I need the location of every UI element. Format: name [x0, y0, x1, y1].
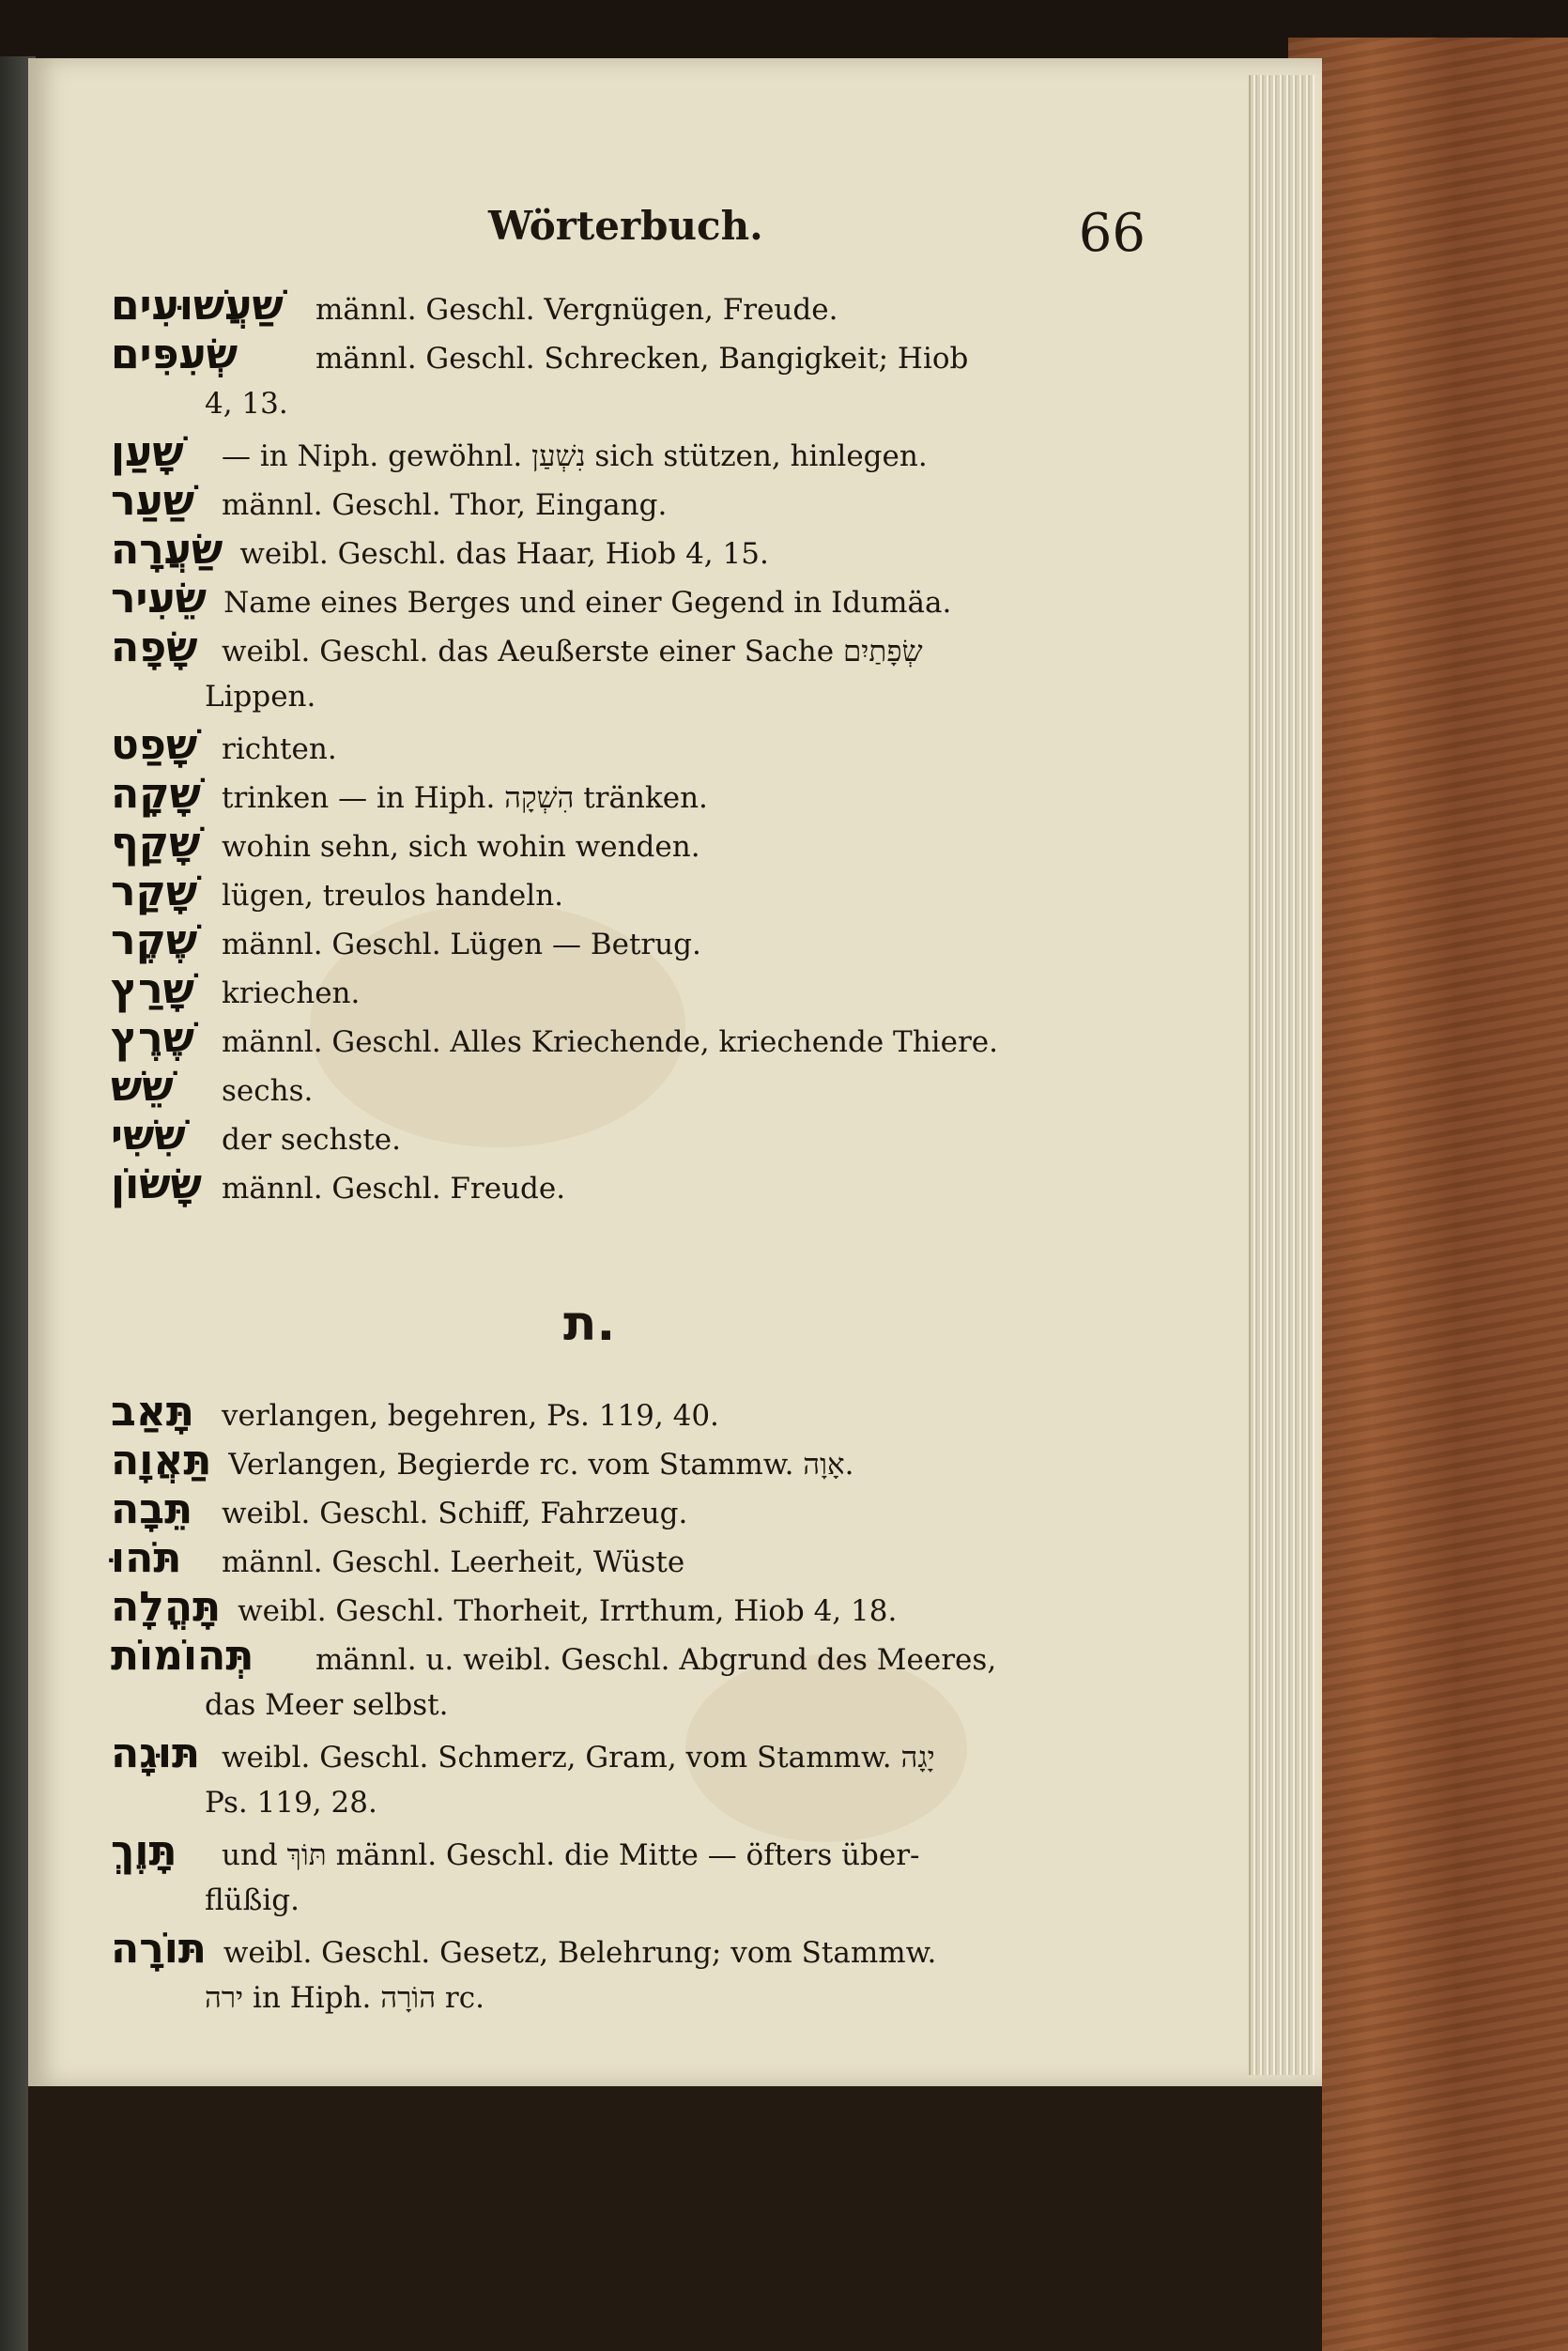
entry-continuation: flüßig. [205, 1883, 300, 1917]
entry-gloss: männl. Geschl. Alles Kriechende, kriechende Thiere. [222, 1025, 998, 1059]
hebrew-headword: שָׂפָה [111, 623, 198, 671]
hebrew-headword: שָׁקַר [111, 868, 198, 915]
dictionary-entry [111, 965, 1144, 1014]
dictionary-entry [111, 623, 1144, 721]
entry-gloss: Name eines Berges und einer Gegend in Idumäa. [223, 586, 952, 620]
dictionary-entry [111, 1925, 1144, 2022]
hebrew-headword: שַׂעֲרָה [111, 526, 223, 574]
dictionary-entry [111, 282, 1144, 330]
hebrew-headword: שָׁפַט [111, 721, 198, 769]
hebrew-headword: שְׂעִפִּים [111, 330, 238, 378]
entry-gloss: trinken — in Hiph. הִשְׁקָה tränken. [222, 781, 708, 815]
dictionary-entry [111, 1063, 1144, 1112]
entry-gloss: männl. Geschl. Schrecken, Bangigkeit; Hiob [315, 342, 969, 376]
entry-gloss: wohin sehn, sich wohin wenden. [222, 830, 700, 864]
entry-gloss: lügen, treulos handeln. [222, 879, 564, 913]
page-number: 66 [1078, 203, 1145, 264]
entry-continuation: das Meer selbst. [205, 1688, 449, 1722]
entry-gloss: weibl. Geschl. das Haar, Hiob 4, 15. [239, 537, 769, 571]
hebrew-headword: תֵּבָה [111, 1485, 193, 1533]
hebrew-headword: שָׁרַץ [111, 965, 194, 1013]
dictionary-entry [111, 868, 1144, 916]
entry-gloss: männl. Geschl. Lügen — Betrug. [222, 928, 701, 961]
hebrew-headword: שֶׁקֶר [111, 916, 198, 964]
dictionary-entry [111, 1014, 1144, 1063]
dictionary-entry [111, 526, 1144, 575]
dictionary-entry [111, 1534, 1144, 1583]
entry-continuation: Ps. 119, 28. [205, 1786, 377, 1820]
background-bottom [28, 2086, 1322, 2351]
dictionary-entry [111, 477, 1144, 526]
dictionary-entry [111, 1827, 1144, 1925]
hebrew-headword: שֶׁרֶץ [111, 1014, 194, 1062]
entry-continuation: 4, 13. [205, 387, 288, 421]
entry-gloss: männl. u. weibl. Geschl. Abgrund des Meeres, [315, 1643, 997, 1677]
dictionary-entry [111, 1388, 1144, 1437]
entry-gloss: männl. Geschl. Leerheit, Wüste [222, 1545, 685, 1579]
entry-continuation: Lippen. [205, 680, 316, 714]
hebrew-headword: תּוֹרָה [111, 1925, 207, 1973]
dictionary-entry [111, 916, 1144, 965]
hebrew-headword: תֹּהוּ [111, 1534, 182, 1582]
entry-gloss: verlangen, begehren, Ps. 119, 40. [222, 1399, 719, 1433]
hebrew-headword: שָׁקָה [111, 770, 201, 818]
entry-gloss: sechs. [222, 1074, 314, 1108]
hebrew-headword: שָׂשׂוֹן [111, 1160, 202, 1208]
hebrew-headword: תְּהוֹמוֹת [111, 1632, 254, 1680]
running-title: Wörterbuch. [488, 203, 763, 249]
entry-gloss: männl. Geschl. Thor, Eingang. [222, 488, 668, 522]
book-cover [1288, 38, 1568, 2351]
entry-gloss: männl. Geschl. Vergnügen, Freude. [315, 293, 838, 327]
hebrew-headword: תָּהֳלָה [111, 1583, 222, 1631]
entry-gloss: und תּוֹךְ männl. Geschl. die Mitte — öfters über- [222, 1838, 920, 1872]
hebrew-headword: שַׁעַר [111, 477, 195, 525]
section-letter: ת. [563, 1296, 616, 1352]
dictionary-entry [111, 770, 1144, 819]
dictionary-entry [111, 1485, 1144, 1534]
entry-gloss: — in Niph. gewöhnl. נִשְׁעַן sich stützen, hinlegen. [222, 439, 928, 473]
hebrew-headword: תָּאַב [111, 1388, 194, 1436]
hebrew-headword: תָּוֶךְ [111, 1827, 177, 1875]
dictionary-entry [111, 575, 1144, 623]
entry-gloss: männl. Geschl. Freude. [222, 1172, 566, 1206]
hebrew-headword: שִׁשִּׁי [111, 1112, 186, 1160]
entry-gloss: der sechste. [222, 1123, 402, 1157]
entry-gloss: weibl. Geschl. Gesetz, Belehrung; vom Stammw. [223, 1936, 937, 1970]
hebrew-headword: שָׁקַף [111, 819, 201, 867]
entry-gloss: weibl. Geschl. Thorheit, Irrthum, Hiob 4, 18. [238, 1594, 898, 1628]
dictionary-entry [111, 1160, 1144, 1209]
hebrew-headword: תּוּגָה [111, 1729, 201, 1777]
page-header [38, 184, 1145, 278]
entry-gloss: richten. [222, 732, 337, 766]
entry-gloss: Verlangen, Begierde rc. vom Stammw. אָוָה. [228, 1448, 854, 1482]
dictionary-entry [111, 819, 1144, 868]
hebrew-headword: שָׁעַן [111, 428, 184, 476]
dictionary-entry [111, 1583, 1144, 1632]
dictionary-entry [111, 330, 1144, 428]
entry-gloss: weibl. Geschl. das Aeußerste einer Sache שְׂפָתַיִם [222, 635, 923, 668]
dictionary-entry [111, 428, 1144, 477]
entry-gloss: weibl. Geschl. Schmerz, Gram, vom Stammw. יָגָה [222, 1741, 935, 1775]
dictionary-entry [111, 1112, 1144, 1160]
entry-gloss: weibl. Geschl. Schiff, Fahrzeug. [222, 1497, 688, 1530]
entries-tav [111, 1388, 1144, 2022]
page-edges [1249, 75, 1314, 2075]
hebrew-headword: תַּאֲוָה [111, 1437, 212, 1484]
hebrew-headword: שֵׂעִיר [111, 575, 208, 622]
entry-gloss: kriechen. [222, 976, 361, 1010]
dictionary-entry [111, 1437, 1144, 1485]
dictionary-entry [111, 1632, 1144, 1729]
dictionary-entry [111, 721, 1144, 770]
dictionary-entry [111, 1729, 1144, 1827]
entry-continuation: ירה in Hiph. הוֹרָה rc. [205, 1981, 484, 2015]
hebrew-headword: שֵׁשׁ [111, 1063, 174, 1111]
hebrew-headword: שַׁעֲשׁוּעִים [111, 282, 284, 330]
entries-shin [111, 282, 1144, 1209]
